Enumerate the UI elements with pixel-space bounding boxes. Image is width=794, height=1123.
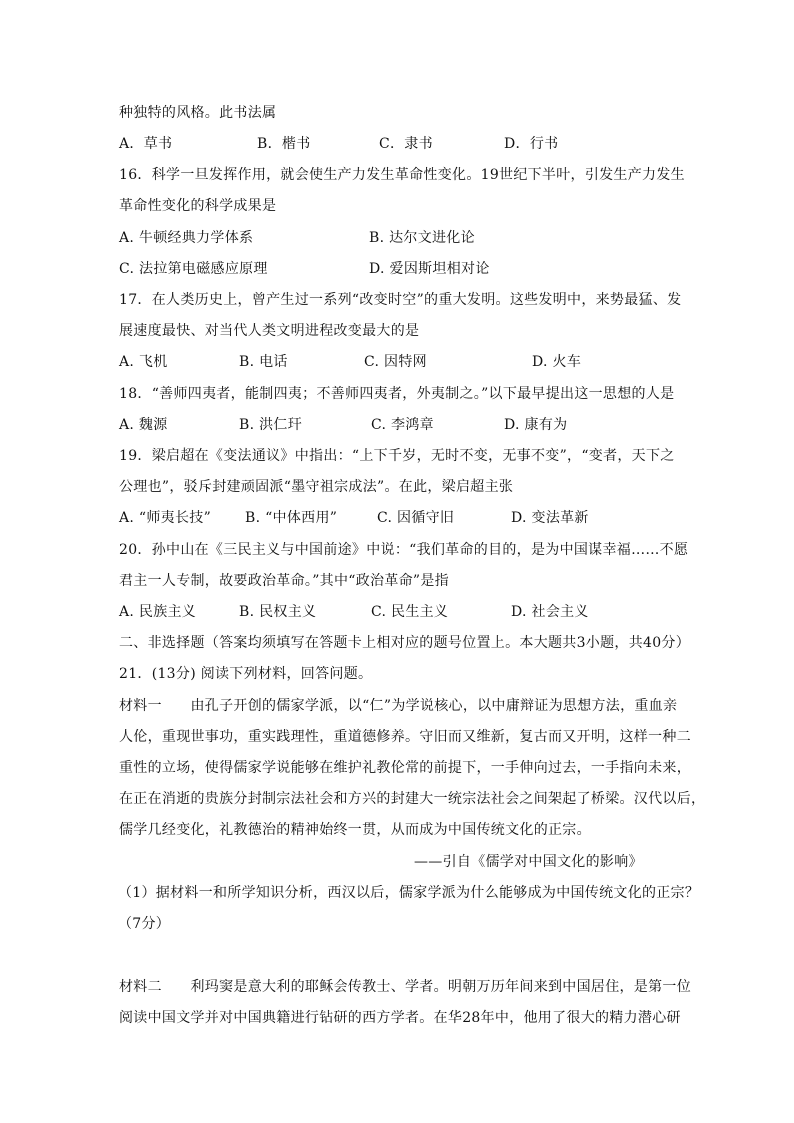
option-c: C. 李鸿章 — [371, 417, 434, 433]
option-d: D. 社会主义 — [511, 604, 589, 620]
option-a: A. “师夷长技” — [119, 510, 212, 526]
text-line: 展速度最快、对当代人类文明进程改变最大的是 — [119, 323, 420, 339]
text-line: 儒学几经变化，礼教德治的精神始终一贯，从而成为中国传统文化的正宗。 — [119, 822, 591, 838]
option-a: A. 飞机 — [119, 354, 168, 370]
option-a: A. 牛顿经典力学体系 — [119, 230, 254, 246]
section-heading: 二、非选择题（答案均须填写在答题卡上相对应的题号位置上。本大题共3小题，共40分） — [119, 635, 691, 651]
option-d: D. 变法革新 — [511, 510, 589, 526]
option-c: C. 民生主义 — [371, 604, 449, 620]
question-20: 20．孙中山在《三民主义与中国前途》中说：“我们革命的目的，是为中国谋幸福……不愿 — [119, 542, 689, 558]
option-b: B. 电话 — [239, 354, 288, 370]
question-17: 17．在人类历史上，曾产生过一系列“改变时空”的重大发明。这些发明中，来势最猛、发 — [119, 292, 682, 308]
question-19: 19．梁启超在《变法通议》中指出：“上下千岁，无时不变，无事不变”，“变者，天下之 — [119, 448, 675, 464]
option-c: C. 法拉第电磁感应原理 — [119, 261, 268, 277]
text-line: 革命性变化的科学成果是 — [119, 198, 277, 214]
text-line: （7分） — [118, 916, 171, 932]
question-18: 18．“善师四夷者，能制四夷；不善师四夷者，外夷制之。”以下最早提出这一思想的人是 — [119, 386, 675, 402]
option-c: C．隶书 — [379, 136, 433, 152]
text-line: 重性的立场，使得儒家学说能够在维护礼教伦常的前提下，一手伸向过去，一手指向未来， — [119, 760, 691, 776]
text-line: 在正在消逝的贵族分封制宗法社会和方兴的封建大一统宗法社会之间架起了桥梁。汉代以后， — [119, 791, 706, 807]
option-b: B. 达尔文进化论 — [369, 230, 475, 246]
text-line: 君主一人专制，故要政治革命。”其中“政治革命”是指 — [119, 573, 449, 589]
sub-question-1: （1）据材料一和所学知识分析，西汉以后，儒家学派为什么能够成为中国传统文化的正宗？ — [118, 885, 700, 901]
material-source: ——引自《儒学对中国文化的影响》 — [414, 854, 643, 870]
option-b: B. 洪仁玕 — [239, 417, 302, 433]
option-b: B．楷书 — [257, 136, 311, 152]
option-b: B. 民权主义 — [239, 604, 317, 620]
option-d: D．行书 — [504, 136, 559, 152]
question-21: 21．(13分) 阅读下列材料，回答问题。 — [119, 666, 373, 682]
material-1: 材料一 由孔子开创的儒家学派，以“仁”为学说核心，以中庸辩证为思想方法，重血亲 — [119, 698, 678, 714]
option-a: A．草书 — [119, 136, 173, 152]
text-line: 种独特的风格。此书法属 — [119, 105, 277, 121]
material-2: 材料二 利玛窦是意大利的耶稣会传教士、学者。明朝万历年间来到中国居住，是第一位 — [119, 979, 691, 995]
question-16: 16．科学一旦发挥作用，就会使生产力发生革命性变化。19世纪下半叶，引发生产力发生 — [119, 167, 685, 183]
option-d: D. 康有为 — [504, 417, 568, 433]
option-c: C. 因循守旧 — [377, 510, 455, 526]
option-d: D. 爱因斯坦相对论 — [369, 261, 490, 277]
text-line: 人伦，重现世事功，重实践理性，重道德修养。守旧而又维新，复古而又开明，这样一种二 — [119, 729, 691, 745]
option-c: C. 因特网 — [364, 354, 427, 370]
option-b: B. “中体西用” — [245, 510, 338, 526]
text-line: 公理也”，驳斥封建顽固派“墨守祖宗成法”。在此，梁启超主张 — [119, 479, 514, 495]
option-a: A. 民族主义 — [119, 604, 197, 620]
text-line: 阅读中国文学并对中国典籍进行钻研的西方学者。在华28年中，他用了很大的精力潜心研 — [119, 1010, 681, 1026]
option-a: A. 魏源 — [119, 417, 168, 433]
option-d: D. 火车 — [532, 354, 582, 370]
